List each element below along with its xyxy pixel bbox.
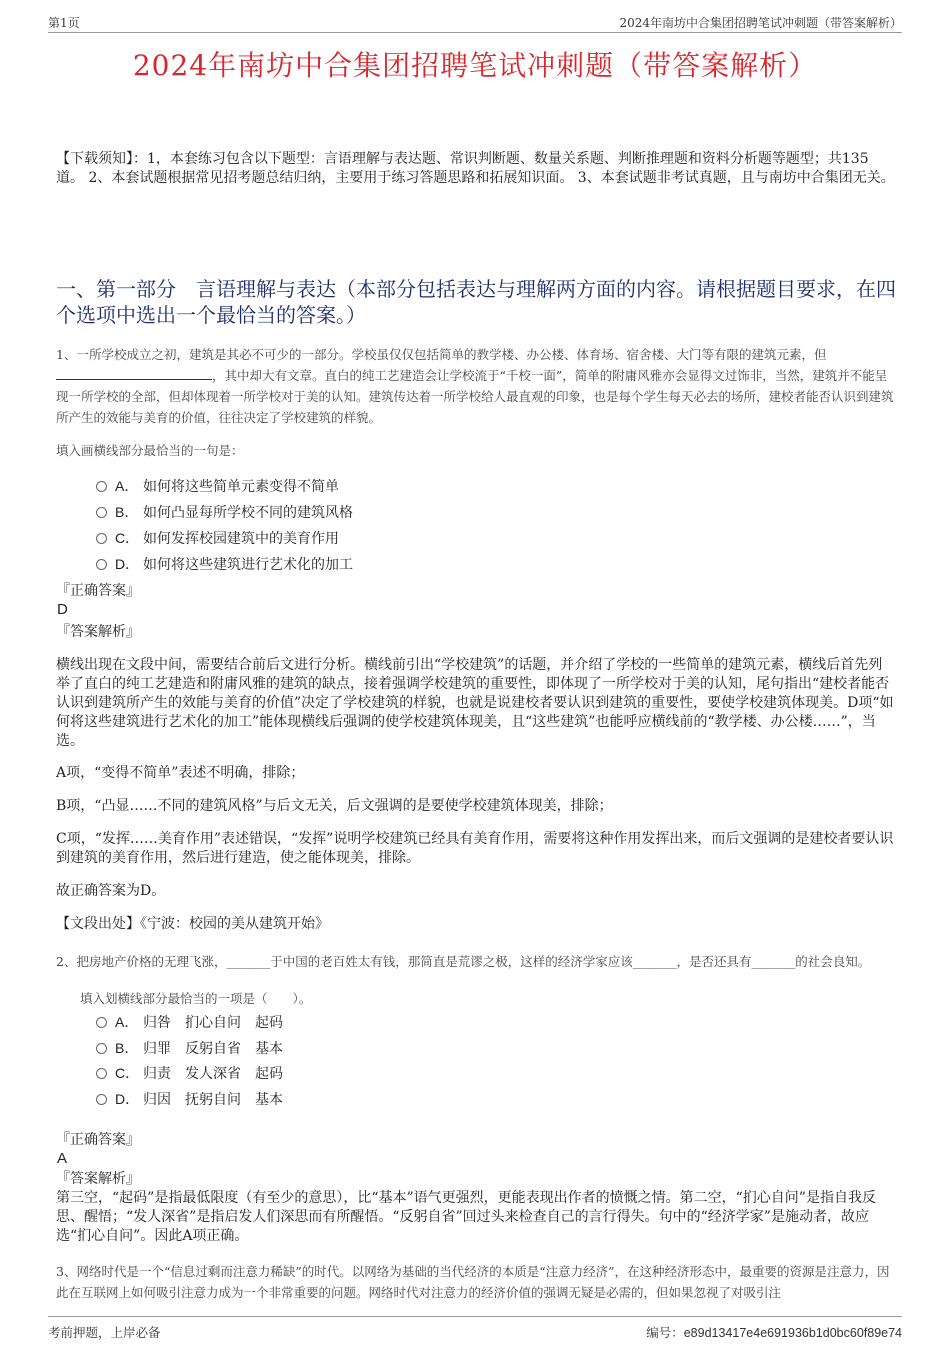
question-1-analysis-p2: A项，“变得不简单”表述不明确，排除； <box>56 765 305 781</box>
option-text: 归罪 反躬自省 基本 <box>143 1041 283 1057</box>
question-2-option-d[interactable] <box>96 1089 283 1109</box>
question-1-analysis-p3: B项，“凸显……不同的建筑风格”与后文无关，后文强调的是要使学校建筑体现美，排除； <box>56 798 613 814</box>
radio-icon[interactable] <box>96 1068 107 1079</box>
option-text: 归咎 扪心自问 起码 <box>143 1015 283 1031</box>
page-header <box>48 14 902 33</box>
question-3-stem: 3、网络时代是一个“信息过剩而注意力稀缺”的时代。以网络为基础的当代经济的本质是“注意力经济”，在这种经济形态中，最重要的资源是注意力，因此在互联网上如何吸引注意力成为一个非常重要的问题。网络时代对注意力的经济价值的强调无疑是必需的，但如果忽视了对吸引注 <box>56 1264 890 1300</box>
option-key: C． <box>115 1065 140 1081</box>
question-1-option-a[interactable] <box>96 476 339 496</box>
option-key: C． <box>115 530 140 546</box>
radio-icon[interactable] <box>96 533 107 544</box>
option-text: 归责 发人深省 起码 <box>143 1066 283 1082</box>
option-text: 如何将这些建筑进行艺术化的加工 <box>143 557 353 573</box>
question-1-analysis-p5: 故正确答案为D。 <box>56 883 166 899</box>
radio-icon[interactable] <box>96 507 107 518</box>
footer-code-label: 编号： <box>646 1325 684 1340</box>
section-heading: 一、第一部分 言语理解与表达（本部分包括表达与理解两方面的内容。请根据题目要求，在四个选项中选出一个最恰当的答案。） <box>56 277 896 327</box>
header-doc-title: 2024年南坊中合集团招聘笔试冲刺题（带答案解析） <box>619 16 902 30</box>
question-1-option-d[interactable] <box>96 554 353 574</box>
radio-icon[interactable] <box>96 559 107 570</box>
question-1-analysis-p1: 横线出现在文段中间，需要结合前后文进行分析。横线前引出“学校建筑”的话题，并介绍了学校的一些简单的建筑元素，横线后首先列举了直白的纯工艺建造和附庸风雅的建筑的缺点，接着强调学校建筑的重要性，即体现了一所学校对于美的认知，尾句指出“建校者能否认识到建筑所产生的效能与美育的价值”决定了学校建筑的样貌，也就是说建校者要认识到建筑的重要性，要使学校建筑体现美。D项“如何将这些建筑进行艺术化的加工”能体现横线后强调的使学校建筑体现美，且“这些建筑”也能呼应横线前的“教学楼、办公楼……”，当选。 <box>56 657 894 749</box>
page-footer <box>48 1316 902 1345</box>
question-2-analysis: 第三空，“起码”是指最低限度（有至少的意思），比“基本”语气更强烈，更能表现出作者的愤慨之情。第二空，“扪心自问”是指自我反思、醒悟；“发人深省”是指启发人们深思而有所醒悟。“反躬自省”回过头来检查自己的言行得失。句中的“经济学家”是施动者，故应选“扪心自问”。因此A项正确。 <box>56 1190 876 1244</box>
question-1-stem-part-b: ，其中却大有文章。直白的纯工艺建造会让学校流于“千校一面”，简单的附庸风雅亦会显得文过饰非，当然，建筑并不能呈现一所学校的全部，但却体现着一所学校对于美的认知。建筑传达着一所学校给人最直观的印象，也是每个学生每天必去的场所，建校者能否认识到建筑所产生的效能与美育的价值，往往决定了学校建筑的样貌。 <box>56 368 894 425</box>
question-1-analysis-p4: C项，“发挥……美育作用”表述错误，“发挥”说明学校建筑已经具有美育作用，需要将这种作用发挥出来，而后文强调的是建校者要认识到建筑的美育作用，然后进行建造，使之能体现美，排除。 <box>56 831 894 866</box>
option-key: D． <box>115 556 140 572</box>
question-1-analysis-label: 『答案解析』 <box>56 624 140 640</box>
radio-icon[interactable] <box>96 481 107 492</box>
question-1-answer-label: 『正确答案』 <box>56 583 140 599</box>
fill-blank <box>56 367 212 380</box>
option-text: 如何凸显每所学校不同的建筑风格 <box>143 505 353 521</box>
page-number: 第1页 <box>48 16 80 30</box>
radio-icon[interactable] <box>96 1094 107 1105</box>
question-2-analysis-label: 『答案解析』 <box>56 1171 140 1187</box>
question-1-stem-part-a: 1、一所学校成立之初，建筑是其必不可少的一部分。学校虽仅仅包括简单的教学楼、办公楼、体育场、宿舍楼、大门等有限的建筑元素，但 <box>56 347 827 362</box>
page-title: 2024年南坊中合集团招聘笔试冲刺题（带答案解析） <box>132 49 818 82</box>
question-2-option-a[interactable] <box>96 1012 283 1032</box>
option-text: 归因 抚躬自问 基本 <box>143 1092 283 1108</box>
question-1-source: 【文段出处】《宁波：校园的美从建筑开始》 <box>56 916 329 932</box>
radio-icon[interactable] <box>96 1043 107 1054</box>
question-2-option-c[interactable] <box>96 1063 283 1083</box>
option-text: 如何发挥校园建筑中的美育作用 <box>143 531 339 547</box>
footer-slogan: 考前押题，上岸必备 <box>48 1325 161 1340</box>
question-2-stem: 2、把房地产价格的无理飞涨，_______于中国的老百姓太有钱，那简直是荒谬之极，这样的经济学家应该_______，是否还具有_______的社会良知。 <box>56 954 871 969</box>
radio-icon[interactable] <box>96 1017 107 1028</box>
download-notice: 【下载须知】：1，本套练习包含以下题型：言语理解与表达题、常识判断题、数量关系题、判断推理题和资料分析题等题型；共135道。 2、本套试题根据常见招考题总结归纳，主要用于练习答题思路和拓展知识面。 3、本套试题非考试真题，且与南坊中合集团无关。 <box>56 151 895 186</box>
option-key: B． <box>115 1040 139 1056</box>
option-text: 如何将这些简单元素变得不简单 <box>143 479 339 495</box>
question-1-option-c[interactable] <box>96 528 339 548</box>
option-key: D． <box>115 1091 140 1107</box>
question-2-prompt: 填入划横线部分最恰当的一项是（ ）。 <box>80 991 312 1006</box>
question-1-stem <box>56 344 896 428</box>
question-1-answer: D <box>57 601 68 618</box>
question-1-prompt: 填入画横线部分最恰当的一句是： <box>56 443 244 458</box>
question-2-answer: A <box>57 1150 68 1167</box>
question-2-answer-label: 『正确答案』 <box>56 1132 140 1148</box>
footer-code-value: e89d13417e4e691936b1d0bc60f89e74 <box>683 1326 902 1340</box>
option-key: A． <box>115 1014 139 1030</box>
option-key: B． <box>115 504 139 520</box>
question-1-option-b[interactable] <box>96 502 353 522</box>
question-2-option-b[interactable] <box>96 1038 283 1058</box>
footer-code <box>646 1323 902 1341</box>
option-key: A． <box>115 478 139 494</box>
